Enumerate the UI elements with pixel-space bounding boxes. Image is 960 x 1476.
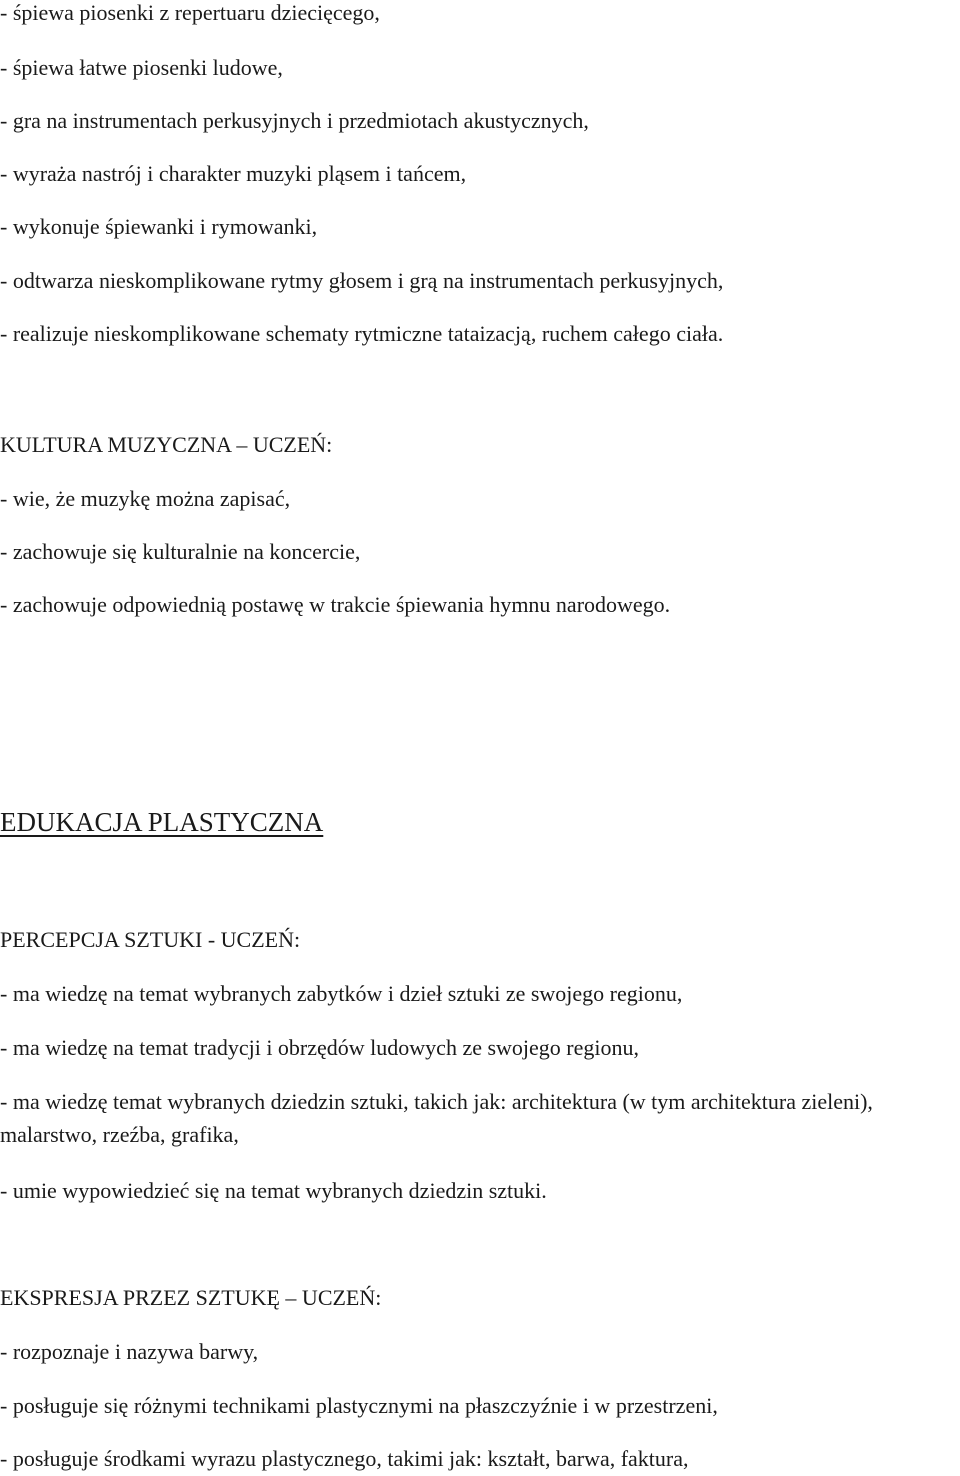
art-perception-item: - umie wypowiedzieć się na temat wybranych dziedzin sztuki. bbox=[0, 1178, 547, 1203]
art-expression-item: - posługuje się różnymi technikami plastycznymi na płaszczyźnie i w przestrzeni, bbox=[0, 1393, 718, 1418]
music-culture-heading: KULTURA MUZYCZNA – UCZEŃ: bbox=[0, 432, 333, 457]
music-culture-item: - wie, że muzykę można zapisać, bbox=[0, 486, 291, 511]
music-skill-item: - odtwarza nieskomplikowane rytmy głosem i grą na instrumentach perkusyjnych, bbox=[0, 268, 724, 293]
art-expression-item: - posługuje środkami wyrazu plastycznego, takimi jak: kształt, barwa, faktura, bbox=[0, 1446, 689, 1471]
art-perception-item: - ma wiedzę na temat wybranych zabytków i dzieł sztuki ze swojego regionu, bbox=[0, 981, 683, 1006]
music-skill-item: - wykonuje śpiewanki i rymowanki, bbox=[0, 214, 318, 239]
music-culture-item: - zachowuje odpowiednią postawę w trakcie śpiewania hymnu narodowego. bbox=[0, 592, 671, 617]
art-perception-item: - ma wiedzę temat wybranych dziedzin sztuki, takich jak: architektura (w tym architektura zieleni), malarstwo, rzeźba, grafika, bbox=[0, 1089, 873, 1147]
art-expression-heading: EKSPRESJA PRZEZ SZTUKĘ – UCZEŃ: bbox=[0, 1285, 382, 1310]
music-skill-item: - wyraża nastrój i charakter muzyki pląsem i tańcem, bbox=[0, 161, 467, 186]
art-perception-heading: PERCEPCJA SZTUKI - UCZEŃ: bbox=[0, 927, 301, 952]
music-skill-item: - realizuje nieskomplikowane schematy rytmiczne tataizacją, ruchem całego ciała. bbox=[0, 321, 724, 346]
music-skill-item: - śpiewa piosenki z repertuaru dziecięcego, bbox=[0, 0, 380, 25]
music-culture-item: - zachowuje się kulturalnie na koncercie, bbox=[0, 539, 361, 564]
music-skill-item: - gra na instrumentach perkusyjnych i przedmiotach akustycznych, bbox=[0, 108, 589, 133]
art-perception-item: - ma wiedzę na temat tradycji i obrzędów ludowych ze swojego regionu, bbox=[0, 1035, 639, 1060]
section-title: EDUKACJA PLASTYCZNA bbox=[0, 807, 324, 837]
music-skill-item: - śpiewa łatwe piosenki ludowe, bbox=[0, 55, 283, 80]
art-expression-item: - rozpoznaje i nazywa barwy, bbox=[0, 1339, 259, 1364]
